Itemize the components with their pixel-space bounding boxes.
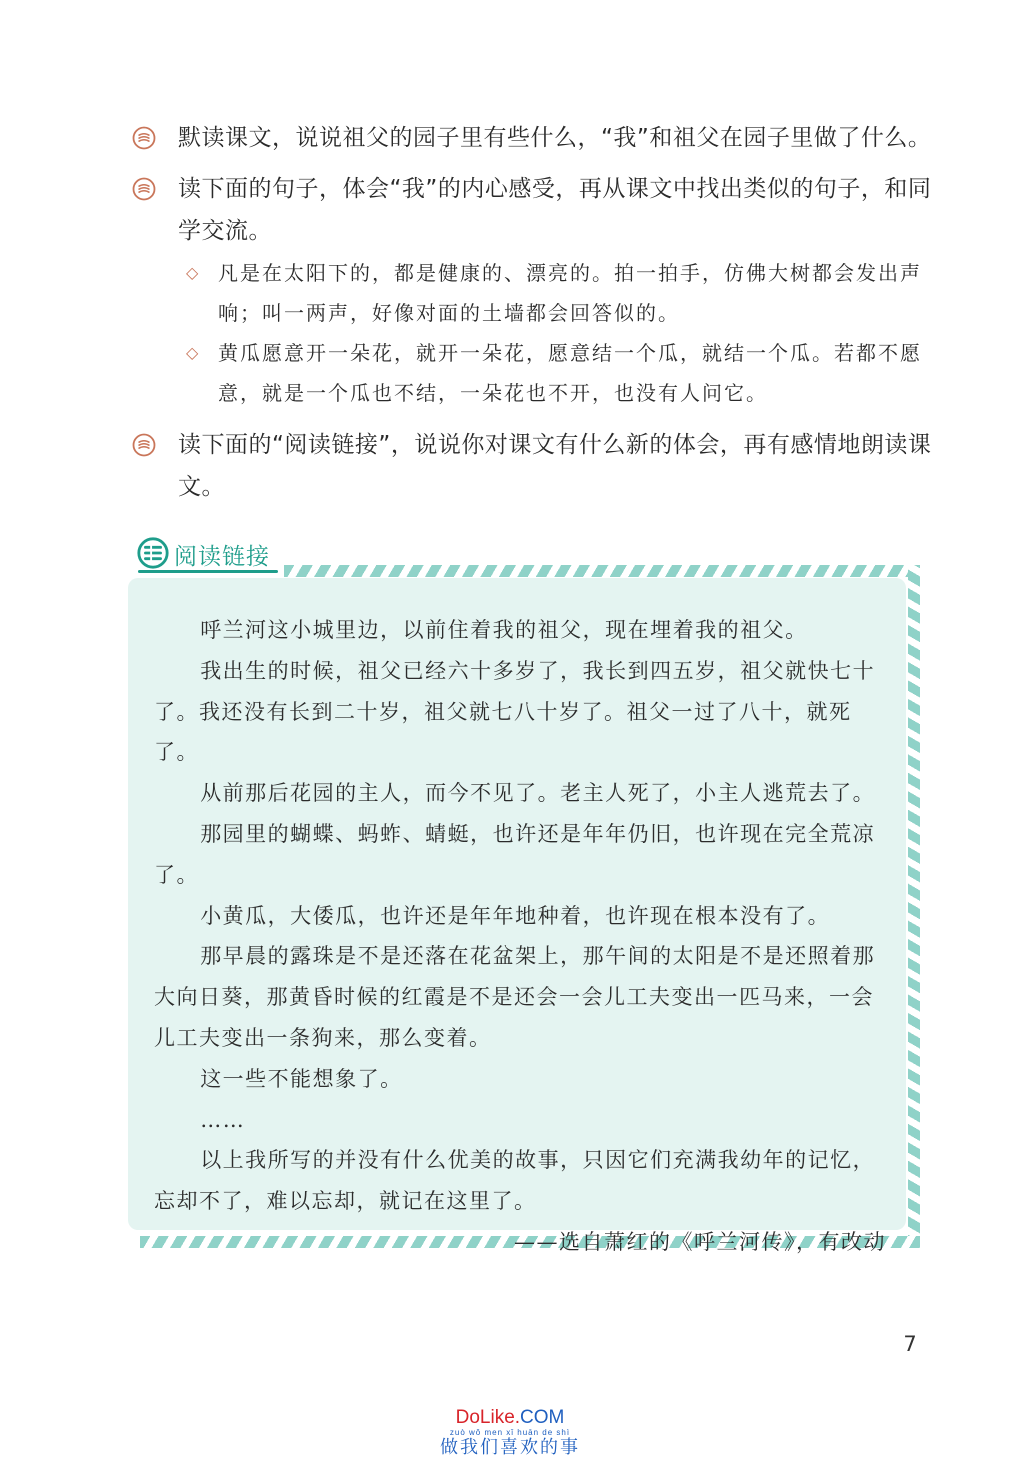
example-sentence-1 <box>186 253 926 333</box>
example-sentence-2 <box>186 333 926 413</box>
reading-link-box <box>128 578 906 1254</box>
passage-paragraph: 以上我所写的并没有什么优美的故事，只因它们充满我幼年的记忆，忘却不了，难以忘却，就记在这里了。 <box>154 1148 876 1214</box>
question-3 <box>132 424 932 508</box>
reading-link-header <box>134 536 284 576</box>
striped-border-top <box>284 565 920 577</box>
passage-paragraph: 呼兰河这小城里边，以前住着我的祖父，现在埋着我的祖父。 <box>200 618 808 642</box>
diamond-bullet-icon: ◇ <box>186 343 201 362</box>
passage-paragraph: …… <box>200 1107 246 1132</box>
question-text: 读下面的句子，体会“我”的内心感受，再从课文中找出类似的句子，和同学交流。 <box>178 176 932 244</box>
passage-paragraph: 我出生的时候，祖父已经六十多岁了，我长到四五岁，祖父就快七十了。我还没有长到二十岁，祖父就七八十岁了。祖父一过了八十，就死了。 <box>154 658 876 765</box>
reading-link-title: 阅读链接 <box>174 544 270 570</box>
watermark-brand <box>400 1408 620 1428</box>
question-marker-icon <box>132 126 156 150</box>
striped-border-right <box>908 565 920 1245</box>
watermark-brand-name: DoLike. <box>455 1407 521 1428</box>
example-text: 黄瓜愿意开一朵花，就开一朵花，愿意结一个瓜，就结一个瓜。若都不愿意，就是一个瓜也不结，一朵花也不开，也没有人问它。 <box>218 341 922 405</box>
diamond-bullet-icon: ◇ <box>186 263 201 282</box>
watermark-brand-domain: COM <box>520 1407 565 1428</box>
example-sentences <box>186 253 926 413</box>
passage-paragraph: 这一些不能想象了。 <box>200 1066 403 1091</box>
question-text: 读下面的“阅读链接”，说说你对课文有什么新的体会，再有感情地朗读课文。 <box>178 432 932 500</box>
page-number: 7 <box>903 1332 917 1356</box>
question-1 <box>132 117 932 159</box>
book-icon <box>136 536 170 570</box>
question-marker-icon <box>132 177 156 201</box>
question-text: 默读课文，说说祖父的园子里有些什么，“我”和祖父在园子里做了什么。 <box>178 125 932 151</box>
reading-passage <box>154 610 890 1263</box>
watermark <box>400 1408 620 1458</box>
passage-paragraph: 那园里的蝴蝶、蚂蚱、蜻蜓，也许还是年年仍旧，也许现在完全荒凉了。 <box>154 821 876 887</box>
passage-paragraph: 那早晨的露珠是不是还落在花盆架上，那午间的太阳是不是还照着那大向日葵，那黄昏时候的红霞是不是还会一会儿工夫变出一匹马来，一会儿工夫变出一条狗来，那么变着。 <box>154 944 876 1050</box>
question-marker-icon <box>132 433 156 457</box>
watermark-slogan: 做我们喜欢的事 <box>440 1437 580 1458</box>
passage-paragraph: 从前那后花园的主人，而今不见了。老主人死了，小主人逃荒去了。 <box>200 781 876 806</box>
passage-source: ——选自萧红的《呼兰河传》，有改动 <box>514 1229 886 1254</box>
title-underline <box>138 570 278 573</box>
watermark-pinyin: zuò wǒ men xǐ huān de shì <box>449 1428 571 1437</box>
passage-paragraph: 小黄瓜，大倭瓜，也许还是年年地种着，也许现在根本没有了。 <box>200 903 831 928</box>
question-2 <box>132 168 932 252</box>
example-text: 凡是在太阳下的，都是健康的、漂亮的。拍一拍手，仿佛大树都会发出声响；叫一两声，好像对面的土墙都会回答似的。 <box>218 261 922 325</box>
